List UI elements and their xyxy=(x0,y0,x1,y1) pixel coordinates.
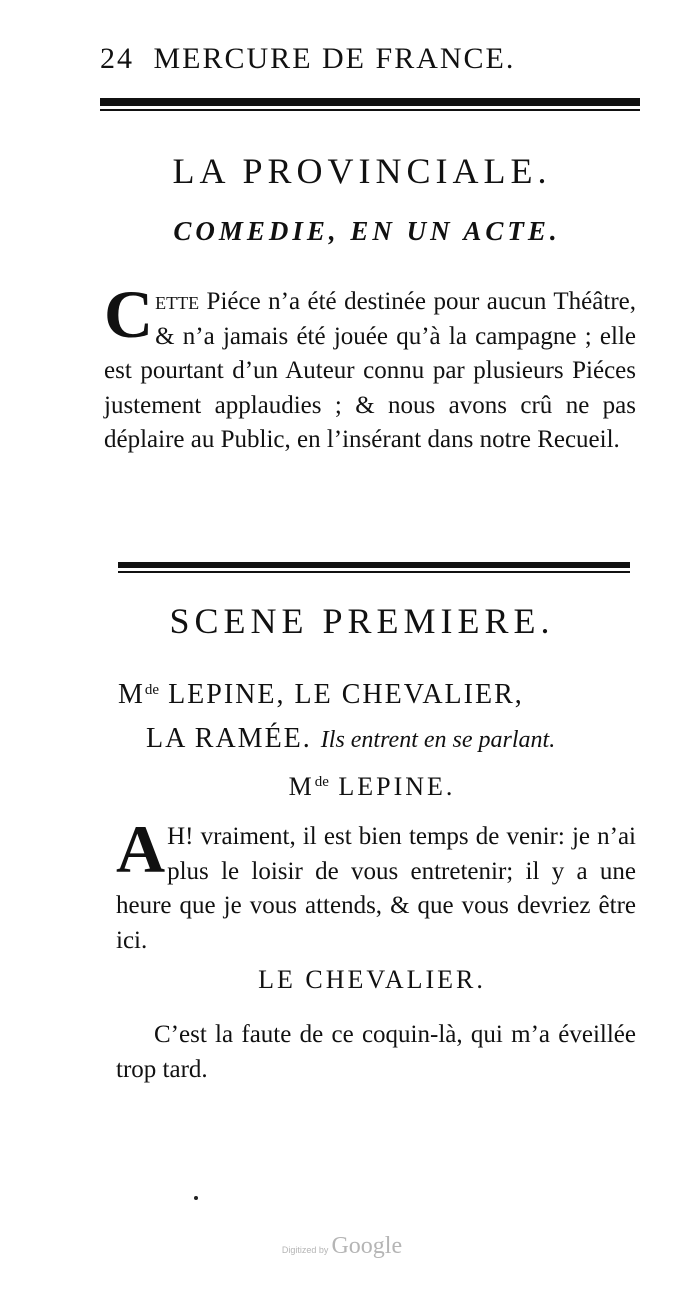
intro-text: Piéce n’a été destinée pour aucun Théâtre, & n’a jamais été jouée qu’à la campagne ; elle est pourtant d’un Auteur connu par plusieurs Piéces justement applaudies ; & nous avons crû ne pas déplaire au Public, en l’insérant dans notre Recueil. xyxy=(104,288,636,453)
cast-names: LEPINE, LE CHEVALIER, xyxy=(159,679,524,710)
play-title: LA PROVINCIALE. xyxy=(172,151,552,191)
cast-name-ramee: LA RAMÉE. xyxy=(146,723,321,754)
cast-line-1 xyxy=(118,668,638,717)
intro-paragraph xyxy=(104,276,636,458)
page-number: 24 xyxy=(100,42,134,75)
speaker-prefix: M xyxy=(288,772,315,801)
digitization-watermark xyxy=(0,1233,684,1260)
watermark-digitized-text: Digitized by xyxy=(281,1245,329,1255)
cast-prefix-sup: de xyxy=(144,682,160,698)
speech-lepine xyxy=(116,811,636,958)
intro-lead-word: ette xyxy=(155,288,200,315)
speaker-chevalier: LE CHEVALIER. xyxy=(258,965,486,994)
scene-heading: SCENE PREMIERE. xyxy=(169,601,555,641)
stage-direction: Ils entrent en se parlant. xyxy=(320,727,556,753)
intro-drop-cap: C xyxy=(104,276,154,352)
section-rule xyxy=(118,562,630,573)
speech-chevalier: C’est la faute de ce coquin-là, qui m’a éveillée trop tard. xyxy=(116,1021,636,1083)
ink-speck xyxy=(194,1196,198,1200)
speech-text: H! vraiment, il est bien temps de venir: je n’ai plus le loisir de vous entretenir; il y a une heure que je vous attends, & que vous devriez être ici. xyxy=(116,823,636,954)
speaker-lepine xyxy=(0,772,684,802)
speaker-sup: de xyxy=(314,774,329,790)
cast-line-2 xyxy=(118,717,638,762)
speaker-name: LEPINE. xyxy=(328,772,456,801)
running-head xyxy=(100,42,580,76)
running-head-title: MERCURE DE FRANCE. xyxy=(153,42,516,75)
cast-list xyxy=(118,668,638,762)
play-subtitle: COMEDIE, EN UN ACTE. xyxy=(173,216,561,246)
speech-drop-cap: A xyxy=(116,811,166,887)
watermark-brand: Google xyxy=(331,1233,403,1259)
header-rule xyxy=(100,98,640,111)
cast-prefix: M xyxy=(118,679,145,710)
